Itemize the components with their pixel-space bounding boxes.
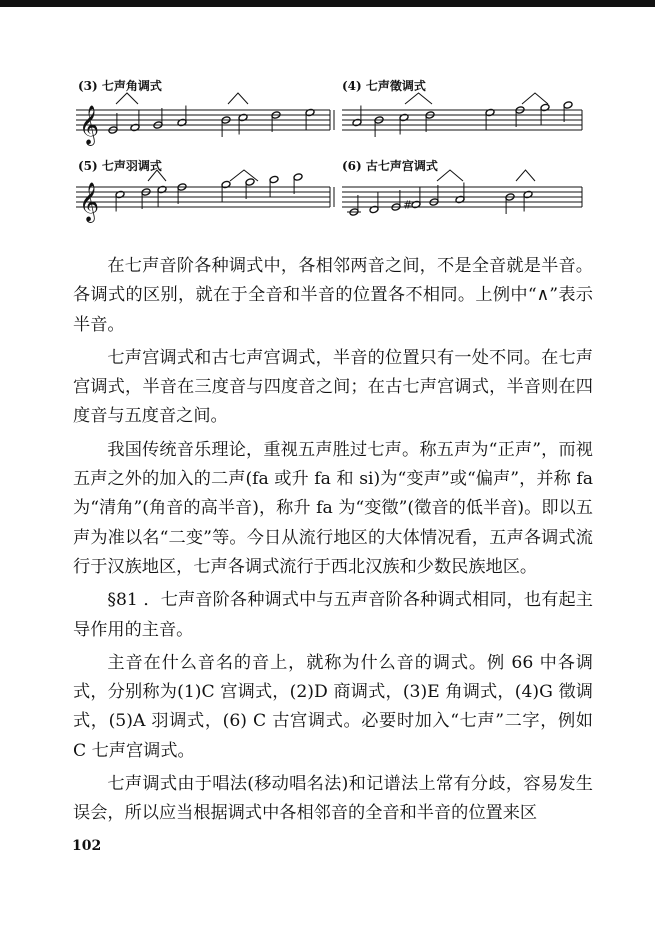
paragraph-1: 在七声音阶各种调式中，各相邻两音之间，不是全音就是半音。各调式的区别，就在于全音和半音的位置各不相同。上例中“∧”表示半音。 bbox=[73, 256, 593, 335]
music-notation-examples bbox=[0, 70, 655, 230]
semitone-mark bbox=[228, 93, 248, 104]
top-border-rule bbox=[0, 0, 655, 7]
paragraph-2: 七声宫调式和古七声宫调式，半音的位置只有一处不同。在七声宫调式，半音在三度音与四度音之间；在古七声宫调式，半音则在四度音与五度音之间。 bbox=[73, 347, 593, 427]
sharp-icon: # bbox=[403, 198, 413, 212]
semitone-mark bbox=[116, 93, 138, 104]
treble-clef-icon: 𝄞 bbox=[79, 105, 100, 145]
paragraph-3: 我国传统音乐理论，重视五声胜过七声。称五声为“正声”，而视五声之外的加入的二声(fa 或升 fa 和 si)为“变声”或“偏声”，并称 fa 为“清角”(角音的高半音)，称升 fa 为“变徵”(徵音的低半音)。即以五声为准以名“二变”等。今日从流行地区的大体情况看，五声各调式流行于汉族地区，七声各调式流行于西北汉族和少数民族地区。 bbox=[73, 439, 593, 577]
example-label-3: (3) 七声角调式 bbox=[78, 79, 162, 93]
example-label-5: (5) 七声羽调式 bbox=[78, 159, 162, 173]
page-number: 102 bbox=[72, 838, 102, 854]
body-text bbox=[73, 252, 593, 833]
example-label-4: (4) 七声徵调式 bbox=[342, 79, 426, 93]
treble-clef-icon: 𝄞 bbox=[79, 182, 100, 222]
example-label-6: (6) 古七声宫调式 bbox=[342, 159, 438, 173]
paragraph-6: 七声调式由于唱法(移动唱名法)和记谱法上常有分歧，容易发生误会，所以应当根据调式中各相邻音的全音和半音的位置来区 bbox=[73, 774, 593, 824]
semitone-mark bbox=[522, 93, 548, 104]
paragraph-4: §81 ．七声音阶各种调式中与五声音阶各种调式相同，也有起主导作用的主音。 bbox=[73, 590, 593, 640]
semitone-mark bbox=[437, 170, 463, 181]
paragraph-5: 主音在什么音名的音上，就称为什么音的调式。例 66 中各调式，分别称为(1)C 宫调式，(2)D 商调式，(3)E 角调式，(4)G 徵调式，(5)A 羽调式，(6) C 古宫调式。必要时加入“七声”二字，例如 C 七声宫调式。 bbox=[73, 652, 593, 761]
semitone-mark bbox=[405, 93, 432, 104]
semitone-mark bbox=[516, 170, 535, 181]
